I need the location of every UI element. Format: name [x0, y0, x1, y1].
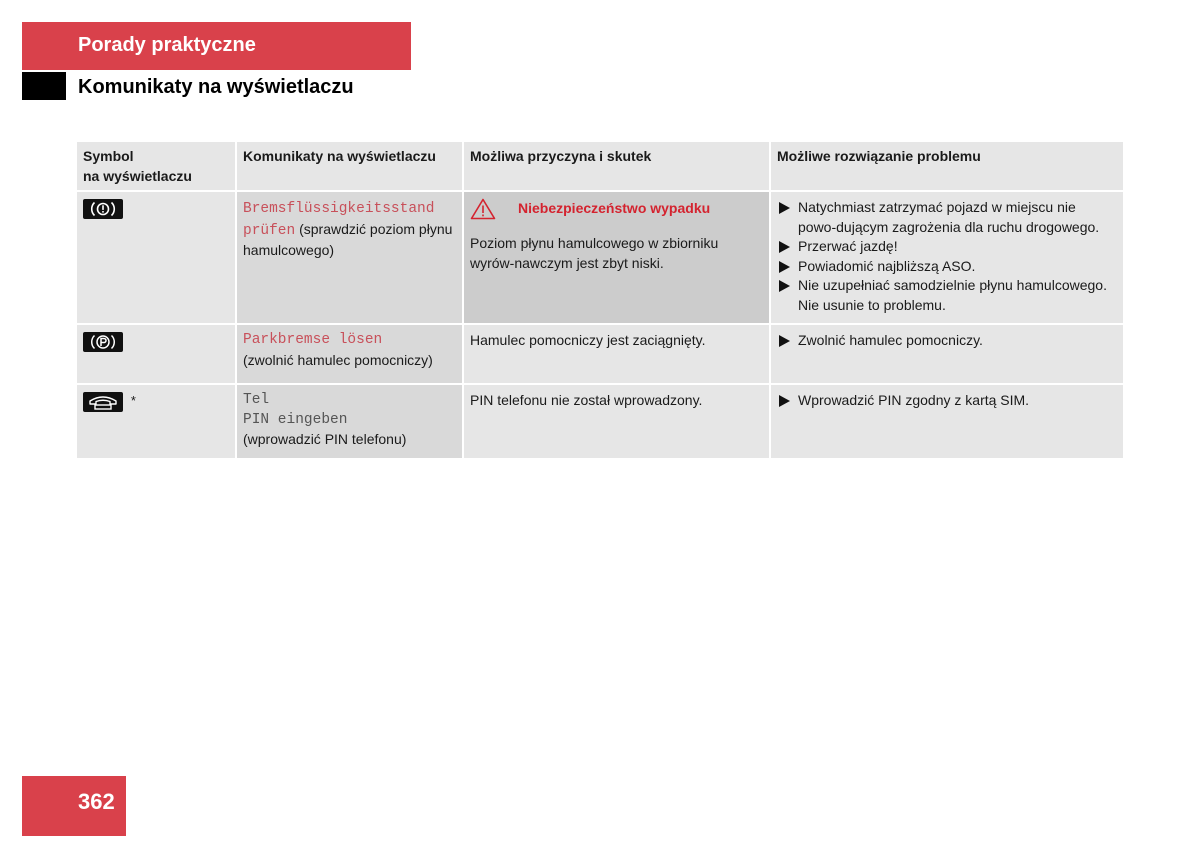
section-title: Porady praktyczne [78, 34, 256, 56]
symbol-cell [77, 324, 236, 384]
message-translation: (zwolnić hamulec pomocniczy) [243, 351, 433, 368]
message-cell [236, 324, 463, 384]
warning-triangle-icon [470, 198, 496, 220]
display-message-line2: PIN eingeben [243, 411, 348, 428]
cause-text: PIN telefonu nie został wprowadzony. [470, 392, 703, 408]
message-translation: (sprawdzić poziom płynu hamulcowego) [243, 220, 453, 258]
list-item: Natychmiast zatrzymać pojazd w miejscu nie powo-dującym zagrożenia dla ruchu drogowego. [777, 198, 1117, 237]
cause-text: Hamulec pomocniczy jest zaciągnięty. [470, 332, 706, 348]
table-row [77, 384, 1123, 459]
warning-label: Niebezpieczeństwo wypadku [518, 200, 711, 217]
column-header-message: Komunikaty na wyświetlaczu [236, 142, 463, 191]
section-tab [22, 22, 411, 70]
brake-fluid-warning-icon [83, 199, 123, 219]
page-number: 362 [22, 776, 126, 836]
message-translation: (wprowadzić PIN telefonu) [243, 431, 407, 447]
solution-cell [770, 384, 1123, 459]
cause-text: Poziom płynu hamulcowego w zbiorniku wyrów-nawczym jest zbyt niski. [470, 235, 719, 271]
list-item: Nie uzupełniać samodzielnie płynu hamulcowego. Nie usunie to problemu. [777, 276, 1117, 315]
display-messages-table [77, 142, 1123, 460]
page-title: Komunikaty na wyświetlaczu [78, 76, 354, 98]
footnote-mark: * [130, 393, 136, 408]
column-header-symbol: Symbol na wyświetlaczu [77, 142, 236, 191]
symbol-cell [77, 191, 236, 324]
parking-brake-icon [83, 332, 123, 352]
column-header-cause: Możliwa przyczyna i skutek [463, 142, 770, 191]
solution-cell [770, 324, 1123, 384]
display-message-text: Parkbremse lösen [243, 332, 383, 348]
message-cell [236, 384, 463, 459]
symbol-cell [77, 384, 236, 459]
list-item: Wprowadzić PIN zgodny z kartą SIM. [777, 391, 1117, 411]
cause-cell [463, 384, 770, 459]
solution-steps [777, 331, 1117, 351]
column-header-solution: Możliwe rozwiązanie problemu [770, 142, 1123, 191]
display-message-line1: Tel [243, 392, 270, 408]
solution-cell [770, 191, 1123, 324]
list-item: Powiadomić najbliższą ASO. [777, 257, 1117, 277]
solution-steps [777, 391, 1117, 411]
telephone-icon [83, 392, 123, 412]
table-row [77, 191, 1123, 324]
message-cell [236, 191, 463, 324]
table-header-row [77, 142, 1123, 191]
heading-marker [22, 72, 66, 100]
cause-cell [463, 191, 770, 324]
warning-row [470, 198, 763, 220]
cause-cell [463, 324, 770, 384]
display-message-text: Bremsflüssigkeitsstand prüfen [243, 201, 435, 239]
list-item: Przerwać jazdę! [777, 237, 1117, 257]
list-item: Zwolnić hamulec pomocniczy. [777, 331, 1117, 351]
solution-steps [777, 198, 1117, 315]
table-row [77, 324, 1123, 384]
